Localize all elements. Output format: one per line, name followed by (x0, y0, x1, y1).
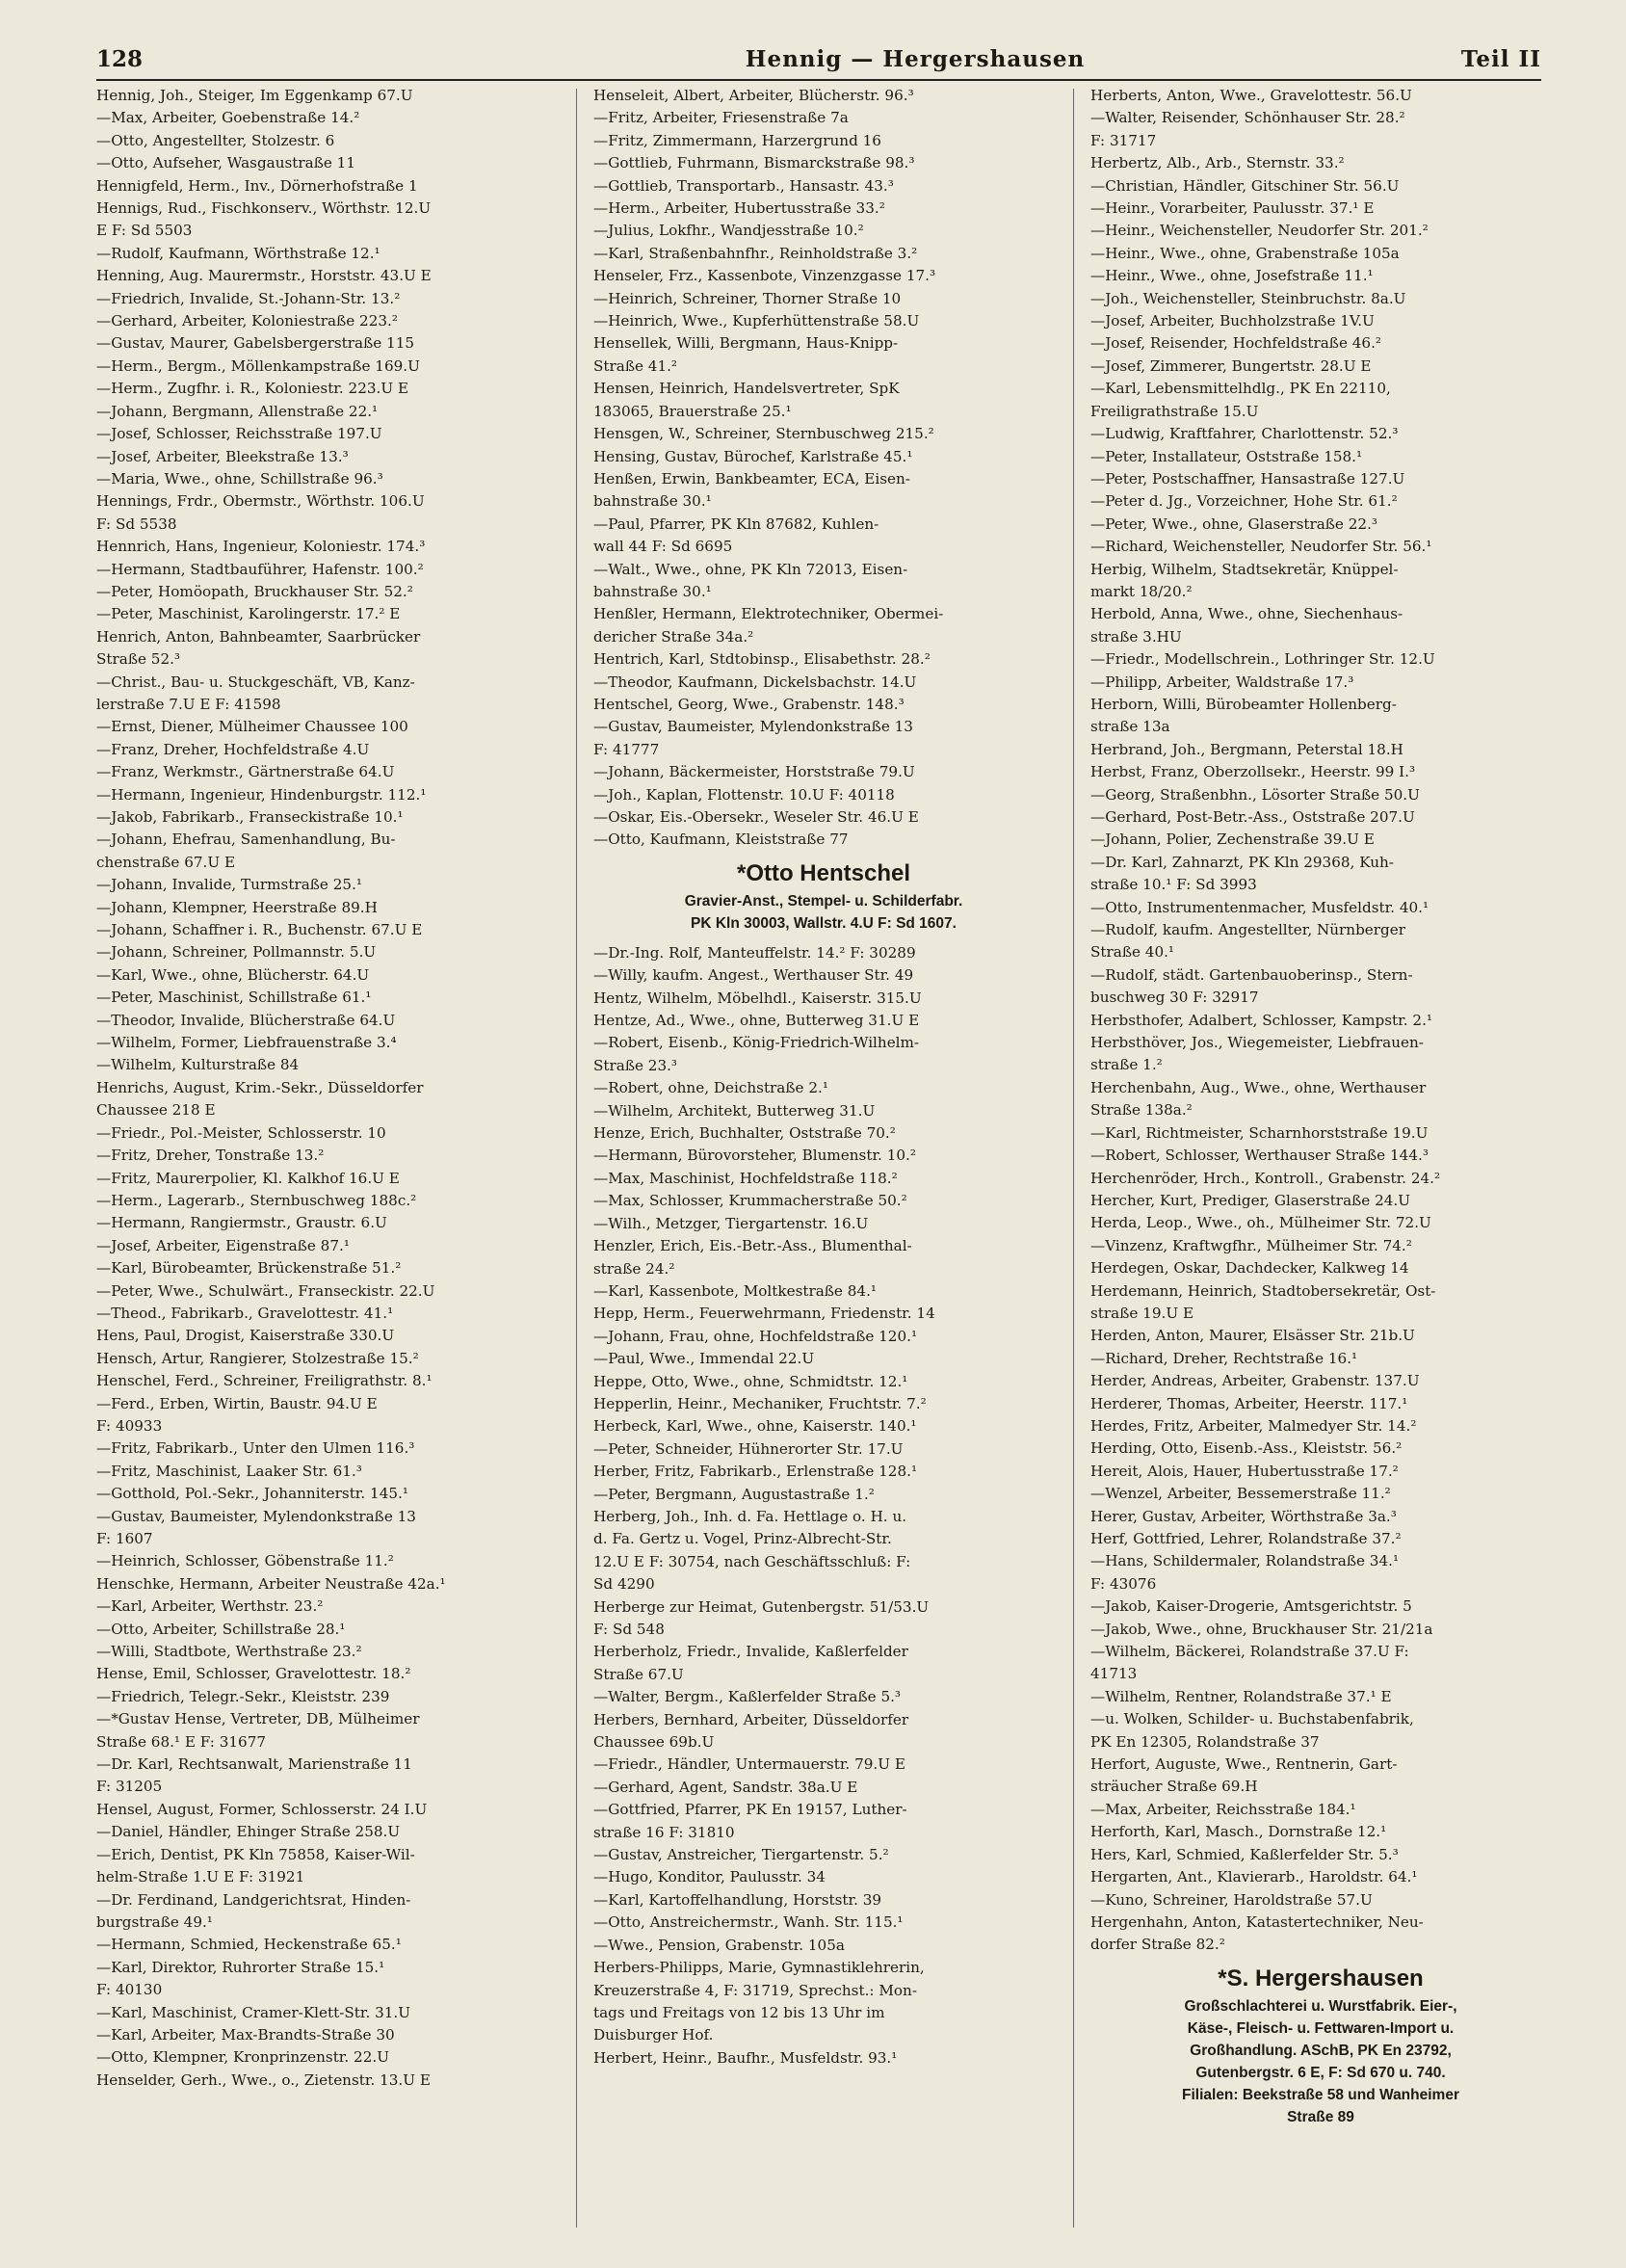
part-label: Teil II (1460, 46, 1541, 72)
directory-entry-line: 41713 (1090, 1665, 1138, 1683)
ad-line: Filialen: Beekstraße 58 und Wanheimer (1182, 2086, 1459, 2103)
directory-entry-line: 183065, Brauerstraße 25.¹ (593, 402, 792, 420)
directory-entry-line: —Johann, Schreiner, Pollmannstr. 5.U (96, 943, 377, 962)
directory-entry-line: Sd 4290 (593, 1575, 655, 1594)
directory-entry-line: —Heinr., Wwe., ohne, Josefstraße 11.¹ (1090, 267, 1374, 285)
directory-entry-line: —Jakob, Wwe., ohne, Bruckhauser Str. 21/21a (1090, 1620, 1433, 1638)
directory-entry-line: —Gerhard, Post-Betr.-Ass., Oststraße 207.U (1090, 808, 1415, 826)
directory-entry-line: Herbert, Heinr., Baufhr., Musfeldstr. 93.¹ (593, 2048, 898, 2067)
directory-entry-line: —Hermann, Stadtbauführer, Hafenstr. 100.² (96, 560, 424, 578)
directory-entry-line: Straße 40.¹ (1090, 943, 1175, 962)
directory-entry-line: Henßen, Erwin, Bankbeamter, ECA, Eisen- (593, 469, 910, 488)
directory-entry-line: Herbers, Bernhard, Arbeiter, Düsseldorfer (593, 1710, 909, 1728)
directory-entry-line: F: 43076 (1090, 1574, 1157, 1593)
directory-entry-line: —Karl, Arbeiter, Max-Brandts-Straße 30 (96, 2025, 395, 2044)
directory-entry-line: Henzler, Erich, Eis.-Betr.-Ass., Blumenthal- (593, 1237, 912, 1255)
directory-entry-line: —Walter, Bergm., Kaßlerfelder Straße 5.³ (593, 1688, 902, 1706)
directory-entry-line: —Walt., Wwe., ohne, PK Kln 72013, Eisen- (593, 560, 908, 578)
directory-entry-line: —Fritz, Arbeiter, Friesenstraße 7a (593, 109, 849, 127)
directory-entry-line: —Wenzel, Arbeiter, Bessemerstraße 11.² (1090, 1485, 1391, 1503)
directory-entry-line: Herf, Gottfried, Lehrer, Rolandstraße 37.² (1090, 1530, 1402, 1547)
directory-entry-line: —Johann, Polier, Zechenstraße 39.U E (1090, 831, 1375, 849)
directory-entry-line: —Philipp, Arbeiter, Waldstraße 17.³ (1090, 672, 1354, 691)
directory-entry-line: Hepperlin, Heinr., Mechaniker, Fruchtstr. 7.² (593, 1394, 927, 1412)
directory-entry-line: —Hermann, Bürovorsteher, Blumenstr. 10.² (593, 1147, 916, 1165)
directory-entry-line: —Max, Maschinist, Hochfeldstraße 118.² (593, 1169, 898, 1187)
directory-entry-line: Hensen, Heinrich, Handelsvertreter, SpK (593, 380, 900, 398)
directory-entry-line: —Rudolf, städt. Gartenbauoberinsp., Stern- (1090, 965, 1413, 984)
directory-entry-line: —Rudolf, Kaufmann, Wörthstraße 12.¹ (96, 244, 380, 262)
directory-entry-line: —Fritz, Maschinist, Laaker Str. 61.³ (96, 1462, 362, 1480)
directory-entry-line: —Christ., Bau- u. Stuckgeschäft, VB, Kanz- (96, 672, 415, 691)
directory-entry-line: —Friedr., Pol.-Meister, Schlosserstr. 10 (96, 1123, 386, 1142)
directory-entry-line: —Willi, Stadtbote, Werthstraße 23.² (96, 1643, 362, 1661)
directory-entry-line: —Peter, Bergmann, Augustastraße 1.² (593, 1485, 875, 1503)
directory-entry-line: markt 18/20.² (1090, 582, 1193, 600)
directory-entry-line: —Theod., Fabrikarb., Gravelottestr. 41.¹ (96, 1304, 394, 1322)
directory-entry-line: —Johann, Bäckermeister, Horststraße 79.U (593, 763, 915, 781)
ad-line: Käse-, Fleisch- u. Fettwaren-Import u. (1187, 2019, 1455, 2037)
directory-entry-line: Hense, Emil, Schlosser, Gravelottestr. 18.² (96, 1665, 411, 1683)
column-3 (1090, 85, 1551, 2233)
ad-line: Großhandlung. ASchB, PK En 23792, (1190, 2042, 1452, 2059)
directory-entry-line: —Gustav, Baumeister, Mylendonkstraße 13 (96, 1507, 416, 1525)
directory-entry-line: —Dr.-Ing. Rolf, Manteuffelstr. 14.² F: 30289 (593, 943, 916, 962)
directory-entry-line: Hens, Paul, Drogist, Kaiserstraße 330.U (96, 1327, 395, 1345)
directory-entry-line: Herbold, Anna, Wwe., ohne, Siechenhaus- (1090, 605, 1403, 623)
directory-entry-line: Herding, Otto, Eisenb.-Ass., Kleiststr. 56.² (1090, 1439, 1403, 1458)
directory-entry-line: —Johann, Schaffner i. R., Buchenstr. 67.U E (96, 921, 423, 939)
directory-entry-line: Hensel, August, Former, Schlosserstr. 24 I.U (96, 1800, 428, 1818)
directory-entry-line: —u. Wolken, Schilder- u. Buchstabenfabrik, (1090, 1710, 1414, 1728)
directory-entry-line: Straße 23.³ (593, 1056, 678, 1074)
directory-entry-line: —Max, Schlosser, Krummacherstraße 50.² (593, 1192, 907, 1210)
advertisement-hergershausen (1090, 1963, 1551, 2128)
directory-entry-line: —Richard, Dreher, Rechtstraße 16.¹ (1090, 1349, 1358, 1367)
directory-entry-line: —Josef, Schlosser, Reichsstraße 197.U (96, 425, 382, 443)
directory-entry-line: —Peter, Maschinist, Karolingerstr. 17.² E (96, 605, 401, 623)
directory-entry-line: —Otto, Anstreichermstr., Wanh. Str. 115.¹ (593, 1913, 904, 1932)
directory-entry-line: —Otto, Aufseher, Wasgaustraße 11 (96, 154, 356, 172)
column-divider (576, 89, 577, 2228)
directory-entry-line: —Josef, Reisender, Hochfeldstraße 46.² (1090, 334, 1382, 353)
directory-entry-line: buschweg 30 F: 32917 (1090, 989, 1259, 1007)
directory-entry-line: Herbig, Wilhelm, Stadtsekretär, Knüppel- (1090, 560, 1399, 578)
directory-entry-line: —Herm., Arbeiter, Hubertusstraße 33.² (593, 199, 885, 218)
directory-entry-line: straße 10.¹ F: Sd 3993 (1090, 876, 1257, 894)
directory-entry-line: —Fritz, Maurerpolier, Kl. Kalkhof 16.U E (96, 1169, 400, 1187)
directory-entry-line: —Johann, Frau, ohne, Hochfeldstraße 120.¹ (593, 1327, 918, 1345)
directory-entry-line: —Willy, kaufm. Angest., Werthauser Str. 49 (593, 966, 914, 985)
directory-entry-line: —Herm., Lagerarb., Sternbuschweg 188c.² (96, 1191, 417, 1209)
directory-entry-line: helm-Straße 1.U E F: 31921 (96, 1868, 305, 1886)
directory-entry-line: —Daniel, Händler, Ehinger Straße 258.U (96, 1823, 401, 1841)
directory-entry-line: —Otto, Angestellter, Stolzestr. 6 (96, 131, 335, 149)
directory-entry-line: —Karl, Direktor, Ruhrorter Straße 15.¹ (96, 1958, 385, 1976)
directory-entry-line: Hentze, Ad., Wwe., ohne, Butterweg 31.U E (593, 1012, 920, 1030)
column-2 (593, 85, 1054, 2233)
directory-entry-line: —Josef, Zimmerer, Bungertstr. 28.U E (1090, 356, 1372, 375)
directory-entry-line: —Fritz, Dreher, Tonstraße 13.² (96, 1147, 325, 1165)
directory-entry-line: —Joh., Kaplan, Flottenstr. 10.U F: 40118 (593, 785, 895, 804)
directory-entry-line: Herber, Fritz, Fabrikarb., Erlenstraße 128.¹ (593, 1463, 918, 1481)
directory-entry-line: Hepp, Herm., Feuerwehrmann, Friedenstr. 14 (593, 1305, 935, 1323)
directory-entry-line: Hers, Karl, Schmied, Kaßlerfelder Str. 5.³ (1090, 1845, 1399, 1863)
directory-entry-line: 12.U E F: 30754, nach Geschäftsschluß: F: (593, 1552, 911, 1570)
directory-entry-line: Herbers-Philipps, Marie, Gymnastiklehrerin, (593, 1959, 925, 1977)
directory-entry-line: —Friedrich, Invalide, St.-Johann-Str. 13.² (96, 289, 401, 307)
ad-line: Gravier-Anst., Stempel- u. Schilderfabr. (684, 892, 963, 910)
directory-entry-line: —Gotthold, Pol.-Sekr., Johanniterstr. 145.¹ (96, 1485, 408, 1503)
directory-entry-line: —Erich, Dentist, PK Kln 75858, Kaiser-Wil- (96, 1845, 415, 1863)
directory-entry-line: Herden, Anton, Maurer, Elsässer Str. 21b.U (1090, 1327, 1415, 1345)
directory-entry-line: Henselder, Gerh., Wwe., o., Zietenstr. 13.U E (96, 2070, 431, 2089)
directory-entry-line: Herbrand, Joh., Bergmann, Peterstal 18.H (1090, 740, 1403, 758)
column-1 (96, 85, 557, 2233)
directory-entry-line: Herdes, Fritz, Arbeiter, Malmedyer Str. 14.² (1090, 1416, 1417, 1435)
directory-entry-line: Henrichs, August, Krim.-Sekr., Düsseldorfer (96, 1078, 424, 1096)
directory-entry-line: —Johann, Ehefrau, Samenhandlung, Bu- (96, 831, 396, 849)
directory-entry-line: —Peter, Postschaffner, Hansastraße 127.U (1090, 469, 1405, 488)
ad-line: Gutenbergstr. 6 E, F: Sd 670 u. 740. (1195, 2064, 1446, 2081)
directory-entry-line: Hennings, Frdr., Obermstr., Wörthstr. 106.U (96, 492, 425, 511)
directory-entry-line: —Josef, Arbeiter, Buchholzstraße 1V.U (1090, 312, 1375, 330)
directory-entry-line: —Wilhelm, Former, Liebfrauenstraße 3.⁴ (96, 1034, 397, 1052)
directory-entry-line: Straße 41.² (593, 356, 678, 375)
directory-entry-line: —Hugo, Konditor, Paulusstr. 34 (593, 1868, 826, 1886)
directory-entry-line: —Johann, Invalide, Turmstraße 25.¹ (96, 876, 362, 894)
directory-entry-line: Heppe, Otto, Wwe., ohne, Schmidtstr. 12.¹ (593, 1372, 908, 1390)
directory-entry-line: Herderer, Thomas, Arbeiter, Heerstr. 117.¹ (1090, 1394, 1408, 1412)
directory-entry-line: straße 3.HU (1090, 627, 1182, 646)
directory-entry-line: —Karl, Straßenbahnfhr., Reinholdstraße 3.² (593, 244, 918, 262)
directory-entry-line: —Peter, Schneider, Hühnerorter Str. 17.U (593, 1439, 904, 1458)
directory-entry-line: Herberts, Anton, Wwe., Gravelottestr. 56.U (1090, 87, 1412, 104)
directory-entry-line: —Gustav, Maurer, Gabelsbergerstraße 115 (96, 334, 415, 353)
directory-entry-line: Freiligrathstraße 15.U (1090, 402, 1259, 420)
directory-entry-line: sträucher Straße 69.H (1090, 1778, 1258, 1796)
directory-entry-line: Herchenröder, Hrch., Kontroll., Grabenstr. 24.² (1090, 1169, 1441, 1187)
directory-entry-line: —Dr. Karl, Zahnarzt, PK Kln 29368, Kuh- (1090, 853, 1394, 871)
directory-entry-line: straße 13a (1090, 718, 1170, 736)
directory-entry-line: tags und Freitags von 12 bis 13 Uhr im (593, 2003, 885, 2021)
directory-entry-line: F: Sd 5538 (96, 514, 177, 533)
column-divider (1073, 89, 1074, 2228)
ad-line: PK Kln 30003, Wallstr. 4.U F: Sd 1607. (691, 914, 957, 932)
directory-entry-line: Henschke, Hermann, Arbeiter Neustraße 42a.¹ (96, 1574, 446, 1593)
directory-entry-line: d. Fa. Gertz u. Vogel, Prinz-Albrecht-Str. (593, 1530, 892, 1548)
directory-entry-line: —Hermann, Ingenieur, Hindenburgstr. 112.¹ (96, 785, 427, 804)
directory-entry-line: Hennigfeld, Herm., Inv., Dörnerhofstraße 1 (96, 176, 418, 195)
directory-entry-line: —Gustav, Anstreicher, Tiergartenstr. 5.² (593, 1846, 889, 1864)
directory-entry-line: Hentrich, Karl, Stdtobinsp., Elisabethstr. 28.² (593, 650, 931, 669)
directory-entry-line: —Franz, Dreher, Hochfeldstraße 4.U (96, 740, 370, 758)
directory-entry-line: —Julius, Lokfhr., Wandjesstraße 10.² (593, 222, 864, 240)
directory-entry-line: wall 44 F: Sd 6695 (593, 538, 733, 556)
ad-title: *Otto Hentschel (736, 859, 911, 886)
directory-entry-line: —Friedrich, Telegr.-Sekr., Kleiststr. 239 (96, 1687, 390, 1705)
page-header (96, 44, 1541, 81)
directory-entry-line: Herforth, Karl, Masch., Dornstraße 12.¹ (1090, 1823, 1387, 1841)
directory-entry-line: —Karl, Richtmeister, Scharnhorststraße 19.U (1090, 1123, 1429, 1142)
directory-entry-line: —Franz, Werkmstr., Gärtnerstraße 64.U (96, 763, 395, 781)
directory-entry-line: Straße 138a.² (1090, 1101, 1193, 1120)
directory-entry-line: —Paul, Wwe., Immendal 22.U (593, 1350, 815, 1368)
directory-entry-line: —Karl, Maschinist, Cramer-Klett-Str. 31.U (96, 2003, 411, 2021)
directory-entry-line: —Gottlieb, Transportarb., Hansastr. 43.³ (593, 176, 894, 195)
directory-entry-line: Hergenhahn, Anton, Katastertechniker, Neu- (1090, 1912, 1424, 1931)
directory-entry-line: Herchenbahn, Aug., Wwe., ohne, Werthauser (1090, 1078, 1427, 1096)
directory-entry-line: Herbertz, Alb., Arb., Sternstr. 33.² (1090, 154, 1345, 172)
directory-entry-line: —Gerhard, Arbeiter, Koloniestraße 223.² (96, 312, 398, 330)
directory-entry-line: straße 1.² (1090, 1056, 1163, 1074)
directory-entry-line: F: 31205 (96, 1778, 163, 1796)
directory-entry-line: chenstraße 67.U E (96, 853, 236, 871)
directory-entry-line: —Hermann, Rangiermstr., Graustr. 6.U (96, 1214, 387, 1232)
directory-entry-line: —Herm., Bergm., Möllenkampstraße 169.U (96, 356, 420, 375)
directory-entry-line: Herfort, Auguste, Wwe., Rentnerin, Gart- (1090, 1755, 1398, 1774)
directory-entry-line: dericher Straße 34a.² (593, 627, 754, 646)
directory-entry-line: —Josef, Arbeiter, Eigenstraße 87.¹ (96, 1236, 350, 1254)
directory-entry-line: —*Gustav Hense, Vertreter, DB, Mülheimer (96, 1710, 420, 1728)
directory-entry-line: —Gottlieb, Fuhrmann, Bismarckstraße 98.³ (593, 154, 915, 172)
directory-entry-line: —Friedr., Modellschrein., Lothringer Str. 12.U (1090, 650, 1435, 669)
directory-entry-line: Straße 52.³ (96, 650, 181, 669)
directory-entry-line: Henrich, Anton, Bahnbeamter, Saarbrücker (96, 627, 421, 646)
directory-entry-line: —Christian, Händler, Gitschiner Str. 56.U (1090, 176, 1400, 195)
directory-entry-line: bahnstraße 30.¹ (593, 492, 712, 511)
directory-entry-line: —Peter, Wwe., Schulwärt., Franseckistr. 22.U (96, 1281, 435, 1300)
directory-entry-line: —Otto, Klempner, Kronprinzenstr. 22.U (96, 2048, 389, 2067)
directory-entry-line: Hennig, Joh., Steiger, Im Eggenkamp 67.U (96, 87, 413, 104)
directory-entry-line: Herbeck, Karl, Wwe., ohne, Kaiserstr. 140.¹ (593, 1417, 917, 1436)
directory-entry-line: —Robert, ohne, Deichstraße 2.¹ (593, 1079, 828, 1097)
directory-entry-line: E F: Sd 5503 (96, 222, 193, 240)
directory-entry-line: —Fritz, Zimmermann, Harzergrund 16 (593, 131, 881, 149)
directory-entry-line: —Ernst, Diener, Mülheimer Chaussee 100 (96, 718, 408, 736)
directory-entry-line: —Jakob, Kaiser-Drogerie, Amtsgerichtstr. 5 (1090, 1597, 1412, 1616)
directory-entry-line: —Maria, Wwe., ohne, Schillstraße 96.³ (96, 469, 383, 488)
directory-entry-line: Hentschel, Georg, Wwe., Grabenstr. 148.³ (593, 695, 905, 713)
directory-entry-line: —Otto, Kaufmann, Kleiststraße 77 (593, 831, 849, 849)
directory-entry-line: —Peter d. Jg., Vorzeichner, Hohe Str. 61.² (1090, 492, 1398, 511)
advertisement-hentschel (593, 857, 1054, 942)
directory-entry-line: Straße 67.U (593, 1665, 684, 1683)
directory-entry-line: —Karl, Bürobeamter, Brückenstraße 51.² (96, 1259, 402, 1278)
directory-entry-line: F: 31717 (1090, 131, 1157, 149)
directory-entry-line: —Hans, Schildermaler, Rolandstraße 34.¹ (1090, 1552, 1400, 1570)
directory-entry-line: Henze, Erich, Buchhalter, Oststraße 70.² (593, 1124, 896, 1143)
directory-entry-line: Duisburger Hof. (593, 2026, 714, 2044)
directory-entry-line: Hergarten, Ant., Klavierarb., Haroldstr. 64.¹ (1090, 1868, 1418, 1886)
directory-entry-line: Hensing, Gustav, Bürochef, Karlstraße 45.¹ (593, 447, 913, 465)
directory-entry-line: —Karl, Kartoffelhandlung, Horststr. 39 (593, 1890, 882, 1909)
directory-entry-line: F: Sd 548 (593, 1621, 665, 1638)
directory-entry-line: —Karl, Arbeiter, Werthstr. 23.² (96, 1597, 324, 1616)
directory-entry-line: straße 19.U E (1090, 1304, 1194, 1322)
directory-entry-line: Hennigs, Rud., Fischkonserv., Wörthstr. 12.U (96, 199, 432, 218)
directory-entry-line: —Johann, Bergmann, Allenstraße 22.¹ (96, 402, 379, 420)
directory-entry-line: —Vinzenz, Kraftwgfhr., Mülheimer Str. 74.² (1090, 1236, 1412, 1254)
directory-entry-line: —Theodor, Invalide, Blücherstraße 64.U (96, 1011, 396, 1029)
directory-entry-line: —Peter, Maschinist, Schillstraße 61.¹ (96, 989, 372, 1007)
directory-entry-line: F: 1607 (96, 1530, 153, 1547)
directory-entry-line: —Heinr., Vorarbeiter, Paulusstr. 37.¹ E (1090, 199, 1375, 218)
directory-entry-line: Herberg, Joh., Inh. d. Fa. Hettlage o. H. u. (593, 1507, 907, 1525)
directory-entry-line: Herer, Gustav, Arbeiter, Wörthstraße 3a.³ (1090, 1507, 1397, 1525)
directory-entry-line: bahnstraße 30.¹ (593, 582, 712, 600)
directory-entry-line: Henßler, Hermann, Elektrotechniker, Obermei- (593, 605, 944, 623)
ad-line: Großschlachterei u. Wurstfabrik. Eier-, (1184, 1997, 1457, 2015)
directory-entry-line: Herbst, Franz, Oberzollsekr., Heerstr. 99 I.³ (1090, 763, 1416, 781)
directory-entry-line: —Ludwig, Kraftfahrer, Charlottenstr. 52.³ (1090, 425, 1399, 443)
directory-entry-line: —Dr. Ferdinand, Landgerichtsrat, Hinden- (96, 1890, 411, 1909)
directory-entry-line: Hensch, Artur, Rangierer, Stolzestraße 15.² (96, 1349, 419, 1367)
directory-entry-line: Herbsthöver, Jos., Wiegemeister, Liebfrauen- (1090, 1034, 1424, 1052)
directory-entry-line: —Max, Arbeiter, Reichsstraße 184.¹ (1090, 1800, 1356, 1818)
directory-entry-line: Herbsthofer, Adalbert, Schlosser, Kampstr. 2.¹ (1090, 1011, 1432, 1029)
page-number: 128 (96, 46, 144, 72)
directory-entry-line: —Jakob, Fabrikarb., Franseckistraße 10.¹ (96, 808, 404, 826)
directory-entry-line: Herborn, Willi, Bürobeamter Hollenberg- (1090, 695, 1397, 713)
directory-entry-line: Herberholz, Friedr., Invalide, Kaßlerfelder (593, 1643, 908, 1661)
directory-entry-line: —Robert, Eisenb., König-Friedrich-Wilhelm- (593, 1034, 920, 1052)
directory-entry-line: —Rudolf, kaufm. Angestellter, Nürnberger (1090, 921, 1406, 939)
directory-entry-line: —Friedr., Händler, Untermauerstr. 79.U E (593, 1755, 905, 1774)
directory-entry-line: —Heinr., Wwe., ohne, Grabenstraße 105a (1090, 244, 1400, 262)
directory-entry-line: —Gottfried, Pfarrer, PK En 19157, Luther- (593, 1801, 907, 1819)
directory-entry-line: —Wilhelm, Bäckerei, Rolandstraße 37.U F: (1090, 1643, 1409, 1661)
directory-entry-line: F: 40933 (96, 1416, 163, 1435)
directory-entry-line: Hercher, Kurt, Prediger, Glaserstraße 24.U (1090, 1191, 1411, 1209)
directory-entry-line: —Paul, Pfarrer, PK Kln 87682, Kuhlen- (593, 514, 879, 533)
directory-entry-line: Herder, Andreas, Arbeiter, Grabenstr. 137.U (1090, 1372, 1420, 1390)
directory-entry-line: —Wilh., Metzger, Tiergartenstr. 16.U (593, 1214, 869, 1232)
directory-entry-line: Henseleit, Albert, Arbeiter, Blücherstr. 96.³ (593, 87, 914, 104)
directory-entry-line: Herdegen, Oskar, Dachdecker, Kalkweg 14 (1090, 1259, 1409, 1278)
directory-entry-line: Henning, Aug. Maurermstr., Horststr. 43.U E (96, 267, 432, 285)
directory-entry-line: —Herm., Zugfhr. i. R., Koloniestr. 223.U E (96, 380, 409, 398)
directory-entry-line: —Wilhelm, Rentner, Rolandstraße 37.¹ E (1090, 1687, 1392, 1705)
directory-entry-line: —Peter, Installateur, Oststraße 158.¹ (1090, 447, 1363, 465)
directory-entry-line: Chaussee 69b.U (593, 1733, 715, 1752)
directory-entry-line: —Oskar, Eis.-Obersekr., Weseler Str. 46.U E (593, 808, 919, 826)
directory-entry-line: —Karl, Lebensmittelhdlg., PK En 22110, (1090, 380, 1391, 398)
directory-entry-line: —Heinrich, Wwe., Kupferhüttenstraße 58.U (593, 312, 920, 330)
directory-entry-line: —Otto, Instrumentenmacher, Musfeldstr. 40.¹ (1090, 898, 1429, 916)
directory-entry-line: Hereit, Alois, Hauer, Hubertusstraße 17.² (1090, 1462, 1399, 1480)
directory-entry-line: Hensellek, Willi, Bergmann, Haus-Knipp- (593, 334, 899, 353)
directory-entry-line: Herberge zur Heimat, Gutenbergstr. 51/53.U (593, 1597, 930, 1616)
directory-entry-line: —Peter, Homöopath, Bruckhauser Str. 52.² (96, 582, 413, 600)
directory-entry-line: PK En 12305, Rolandstraße 37 (1090, 1732, 1320, 1751)
directory-entry-line: —Dr. Karl, Rechtsanwalt, Marienstraße 11 (96, 1755, 412, 1774)
ad-line: Straße 89 (1287, 2108, 1354, 2125)
directory-entry-line: —Hermann, Schmied, Heckenstraße 65.¹ (96, 1936, 402, 1954)
directory-entry-line: F: 41777 (593, 740, 660, 758)
directory-entry-line: Herdemann, Heinrich, Stadtobersekretär, Ost- (1090, 1281, 1436, 1300)
directory-entry-line: —Robert, Schlosser, Werthauser Straße 144.³ (1090, 1147, 1429, 1165)
directory-entry-line: —Karl, Wwe., ohne, Blücherstr. 64.U (96, 965, 370, 984)
directory-entry-line: —Kuno, Schreiner, Haroldstraße 57.U (1090, 1890, 1373, 1909)
directory-entry-line: —Karl, Kassenbote, Moltkestraße 84.¹ (593, 1281, 877, 1300)
directory-entry-line: lerstraße 7.U E F: 41598 (96, 695, 281, 713)
directory-entry-line: —Josef, Arbeiter, Bleekstraße 13.³ (96, 447, 349, 465)
directory-entry-line: Hensgen, W., Schreiner, Sternbuschweg 215.² (593, 425, 934, 443)
directory-entry-line: —Wwe., Pension, Grabenstr. 105a (593, 1936, 845, 1954)
directory-entry-line: —Gerhard, Agent, Sandstr. 38a.U E (593, 1778, 858, 1796)
page-title: Hennig — Hergershausen (745, 46, 1086, 72)
directory-entry-line: —Richard, Weichensteller, Neudorfer Str. 56.¹ (1090, 538, 1432, 556)
directory-entry-line: —Peter, Wwe., ohne, Glaserstraße 22.³ (1090, 514, 1377, 533)
directory-entry-line: Henseler, Frz., Kassenbote, Vinzenzgasse 17.³ (593, 267, 936, 285)
directory-entry-line: —Theodor, Kaufmann, Dickelsbachstr. 14.U (593, 672, 917, 691)
directory-entry-line: F: 40130 (96, 1981, 163, 1999)
directory-entry-line: Henschel, Ferd., Schreiner, Freiligrathstr. 8.¹ (96, 1372, 433, 1390)
directory-entry-line: —Wilhelm, Architekt, Butterweg 31.U (593, 1101, 876, 1120)
directory-entry-line: —Johann, Klempner, Heerstraße 89.H (96, 898, 378, 916)
directory-entry-line: —Wilhelm, Kulturstraße 84 (96, 1056, 300, 1074)
directory-entry-line: Kreuzerstraße 4, F: 31719, Sprechst.: Mon- (593, 1981, 917, 1999)
directory-entry-line: straße 16 F: 31810 (593, 1823, 735, 1841)
directory-entry-line: dorfer Straße 82.² (1090, 1936, 1225, 1954)
directory-entry-line: Hennrich, Hans, Ingenieur, Koloniestr. 174.³ (96, 538, 426, 556)
ad-title: *S. Hergershausen (1218, 1965, 1424, 1991)
directory-entry-line: —Ferd., Erben, Wirtin, Baustr. 94.U E (96, 1394, 378, 1412)
directory-entry-line: burgstraße 49.¹ (96, 1912, 213, 1931)
directory-entry-line: —Georg, Straßenbhn., Lösorter Straße 50.U (1090, 785, 1420, 804)
directory-entry-line: —Heinr., Weichensteller, Neudorfer Str. 201.² (1090, 222, 1429, 240)
directory-entry-line: —Otto, Arbeiter, Schillstraße 28.¹ (96, 1620, 346, 1638)
directory-entry-line: —Fritz, Fabrikarb., Unter den Ulmen 116.³ (96, 1439, 415, 1458)
directory-entry-line: —Walter, Reisender, Schönhauser Str. 28.² (1090, 109, 1405, 127)
directory-entry-line: Hentz, Wilhelm, Möbelhdl., Kaiserstr. 315.U (593, 989, 922, 1007)
directory-entry-line: —Heinrich, Schreiner, Thorner Straße 10 (593, 289, 902, 307)
directory-entry-line: Straße 68.¹ E F: 31677 (96, 1732, 267, 1751)
directory-entry-line: —Heinrich, Schlosser, Göbenstraße 11.² (96, 1552, 394, 1570)
directory-entry-line: Chaussee 218 E (96, 1101, 216, 1120)
directory-entry-line: —Max, Arbeiter, Goebenstraße 14.² (96, 109, 360, 127)
directory-entry-line: Herda, Leop., Wwe., oh., Mülheimer Str. 72.U (1090, 1214, 1431, 1232)
directory-entry-line: straße 24.² (593, 1259, 675, 1278)
directory-entry-line: —Gustav, Baumeister, Mylendonkstraße 13 (593, 718, 913, 736)
directory-entry-line: —Joh., Weichensteller, Steinbruchstr. 8a.U (1090, 289, 1406, 307)
